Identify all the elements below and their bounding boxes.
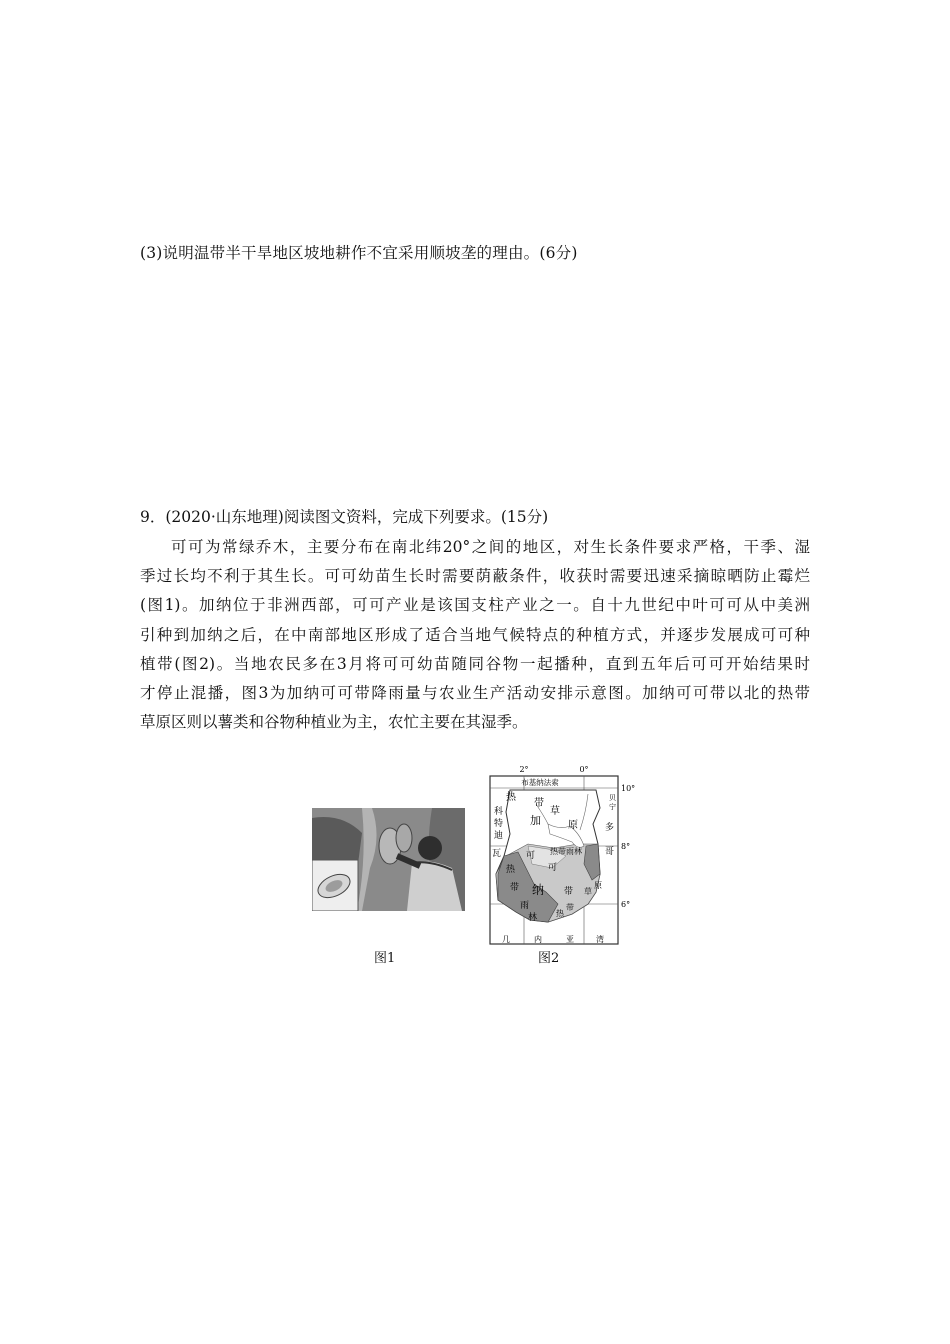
label-gulf: 湾 [596, 935, 604, 944]
paragraph-line: 植带(图2)。当地农民多在3月将可可幼苗随同谷物一起播种，直到五年后可可开始结果时 [140, 654, 810, 673]
paragraph-line: 季过长均不利于其生长。可可幼苗生长时需要荫蔽条件，收获时需要迅速采摘晾晒防止霉烂 [140, 567, 810, 586]
label-cocoa: 可 [526, 851, 536, 861]
label-cote-divoire: 特 [494, 819, 504, 829]
lat-label-10: 10° [621, 784, 636, 793]
lat-label-6: 6° [621, 900, 631, 909]
label-rainforest: 带 [510, 883, 520, 893]
question-9-header: 9．(2020·山东地理)阅读图文资料，完成下列要求。(15分) [140, 508, 549, 526]
label-benin: 宁 [609, 803, 616, 811]
label-rainforest: 雨 [520, 901, 530, 911]
label-cocoa-belt: 带 [564, 887, 574, 897]
lon-label-0: 0° [579, 765, 589, 774]
lon-label-2: 2° [519, 765, 529, 774]
label-rainforest: 林 [528, 913, 538, 923]
question-3: (3)说明温带半干旱地区坡地耕作不宜采用顺坡垄的理由。(6分) [140, 244, 578, 262]
label-savanna: 草 [550, 806, 560, 817]
label-gulf: 内 [534, 935, 542, 944]
question-9-paragraph [140, 533, 810, 737]
label-togo: 多 [605, 823, 615, 833]
figure-1-caption: 图1 [374, 951, 396, 966]
label-benin: 贝 [609, 794, 616, 802]
lat-label-8: 8° [621, 842, 631, 851]
figure-2-caption: 图2 [538, 951, 560, 966]
figure-2-map [488, 764, 640, 946]
label-cote-divoire: 瓦 [492, 849, 502, 859]
label-south-savanna: 带 [566, 903, 574, 912]
label-rainforest: 热带雨林 [550, 847, 582, 856]
label-ghana: 纳 [532, 883, 545, 897]
label-cocoa: 可 [548, 863, 558, 873]
label-cote-divoire: 迪 [494, 831, 504, 841]
label-cote-divoire: 科 [494, 807, 504, 817]
label-savanna: 热 [506, 792, 516, 803]
label-savanna: 带 [534, 798, 544, 809]
label-south-savanna: 原 [594, 881, 602, 890]
paragraph-line: 才停止混播，图3为加纳可可带降雨量与农业生产活动安排示意图。加纳可可带以北的热带 [140, 683, 810, 702]
label-ghana: 加 [530, 814, 541, 827]
label-south-savanna: 草 [584, 887, 592, 896]
paragraph-line: (图1)。加纳位于非洲西部，可可产业是该国支柱产业之一。自十九世纪中叶可可从中美洲 [140, 596, 810, 615]
paragraph-line: 草原区则以薯类和谷物种植业为主，农忙主要在其湿季。 [140, 713, 528, 732]
paragraph-line: 引种到加纳之后，在中南部地区形成了适合当地气候特点的种植方式，并逐步发展成可可种 [140, 625, 810, 644]
label-south-savanna: 热 [556, 909, 564, 918]
label-rainforest: 热 [506, 865, 516, 875]
label-gulf: 几 [502, 935, 510, 944]
figure-1-photo [312, 808, 465, 911]
label-togo: 哥 [605, 847, 615, 857]
label-savanna: 原 [568, 820, 578, 831]
label-burkina-faso: 布基纳法索 [521, 778, 559, 787]
paragraph-line: 可可为常绿乔木，主要分布在南北纬20°之间的地区，对生长条件要求严格，干季、湿 [171, 538, 810, 556]
label-gulf: 亚 [566, 935, 574, 944]
